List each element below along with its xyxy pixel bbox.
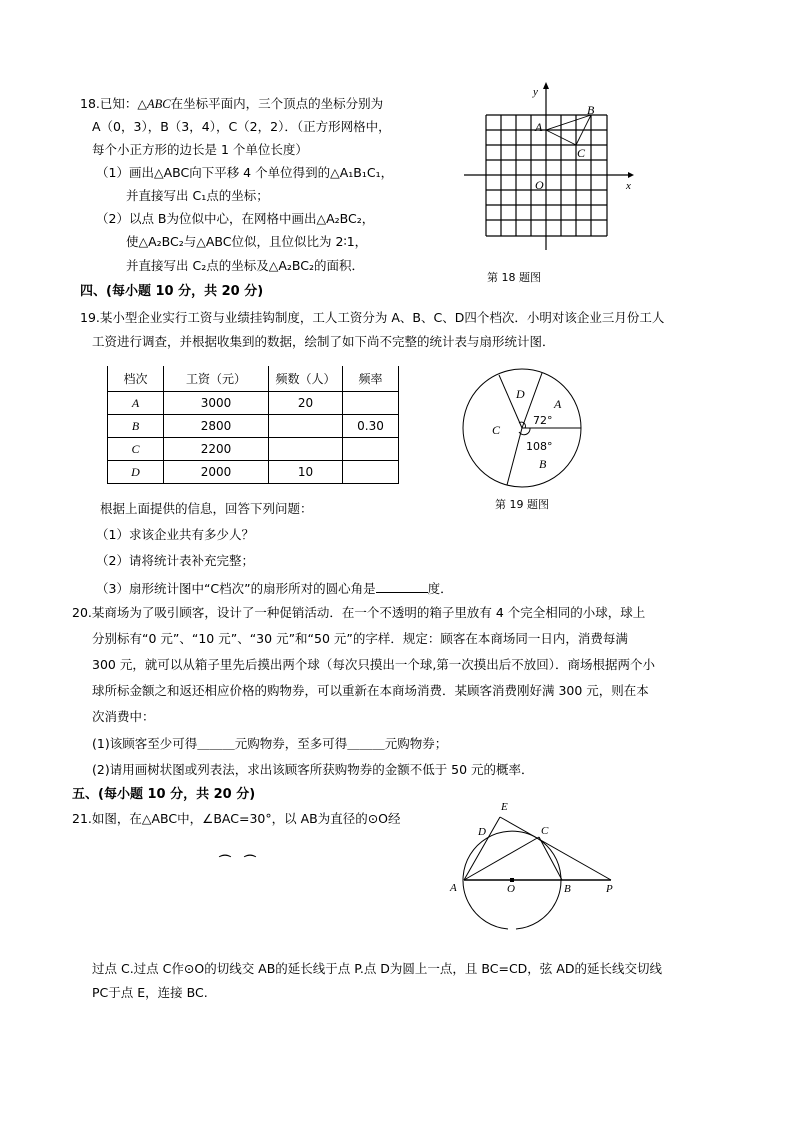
q18-y-axis-label: y — [533, 86, 538, 98]
section4-title: 四、(每小题 10 分，共 20 分) — [80, 284, 264, 299]
q18-sub1-b: 并直接写出 C₁点的坐标； — [126, 188, 269, 203]
q18-sub2-b: 使△A₂BC₂与△ABC位似，且位似比为 2∶1， — [126, 234, 368, 249]
q18-line1-post: 在坐标平面内，三个顶点的坐标分别为 — [170, 96, 384, 111]
pie-angle-a: 72° — [533, 414, 553, 427]
geo-label-p: P — [606, 883, 613, 895]
geo-label-d: D — [478, 826, 486, 838]
q19-figure-caption: 第 19 题图 — [495, 498, 549, 511]
q20-line2: 分别标有“0 元”、“10 元”、“30 元”和“50 元”的字样．规定：顾客在本商场同一日内，消费每满 — [92, 631, 628, 646]
arc-symbol-bc: ⌒ — [219, 854, 232, 868]
pie-label-a: A — [554, 397, 562, 411]
geo-label-a: A — [450, 882, 457, 894]
q21-line1: 21.如图，在△ABC中，∠BAC=30°，以 AB为直径的⊙O经 — [72, 811, 401, 826]
q19-line1: 19.某小型企业实行工资与业绩挂钩制度，工人工资分为 A、B、C、D四个档次．小明对该企业三月份工人 — [80, 310, 665, 325]
q18-number: 18. — [80, 96, 100, 111]
table-cell: 20 — [269, 392, 343, 415]
q21-line3: PC于点 E，连接 BC. — [92, 985, 208, 1000]
q20-line3: 300 元，就可以从箱子里先后摸出两个球（每次只摸出一个球,第一次摸出后不放回）．商场根据两个小 — [92, 657, 656, 672]
geo-label-o: O — [507, 883, 515, 895]
q19-line2: 工资进行调查，并根据收集到的数据，绘制了如下尚不完整的统计表与扇形统计图． — [92, 334, 555, 349]
q19-sub3-post: 度． — [427, 581, 453, 596]
table-cell: 10 — [269, 461, 343, 484]
q20-sub1: (1)该顾客至少可得＿＿＿元购物券，至多可得＿＿＿元购物券； — [92, 736, 448, 751]
pie-label-b: B — [539, 457, 547, 471]
section5-title: 五、(每小题 10 分，共 20 分) — [72, 787, 256, 802]
q18-origin-label: O — [535, 178, 544, 192]
pie-angle-b: 108° — [526, 440, 553, 453]
table-header-cell: 频数（人） — [269, 366, 343, 392]
table-cell: 0.30 — [343, 415, 399, 438]
q19-sub3-pre: （3）扇形统计图中“C档次”的扇形所对的圆心角是 — [96, 581, 376, 596]
q18-x-axis-label: x — [626, 180, 631, 192]
pie-label-c: C — [492, 423, 501, 437]
q18-figure-caption: 第 18 题图 — [487, 271, 541, 284]
table-header-cell: 工资（元） — [164, 366, 269, 392]
pie-label-d: D — [516, 387, 525, 401]
q18-point-c-label: C — [577, 146, 586, 160]
q18-line1-abc: ABC — [147, 97, 171, 111]
table-header-cell: 档次 — [108, 366, 164, 392]
geo-label-c: C — [541, 825, 549, 837]
q21-line2: 过点 C.过点 C作⊙O的切线交 AB的延长线于点 P.点 D为圆上一点，且 BC=CD，弦 AD的延长线交切线 — [92, 961, 662, 976]
q20-sub2: (2)请用画树状图或列表法，求出该顾客所获购物券的金额不低于 50 元的概率． — [92, 762, 534, 777]
q18-line3: 每个小正方形的边长是 1 个单位长度） — [92, 142, 308, 157]
table-cell: C — [108, 438, 164, 461]
q19-sub1: （1）求该企业共有多少人？ — [96, 527, 254, 542]
q18-sub2-a: （2）以点 B为位似中心，在网格中画出△A₂BC₂， — [96, 211, 375, 226]
geo-label-e: E — [501, 801, 508, 813]
q18-point-b-label: B — [587, 103, 595, 117]
table-cell: 2800 — [164, 415, 269, 438]
table-cell: D — [108, 461, 164, 484]
q18-sub1-a: （1）画出△ABC向下平移 4 个单位得到的△A₁B₁C₁， — [96, 165, 394, 180]
q18-line1-pre: 已知：△ — [99, 96, 148, 111]
q20-line1: 20.某商场为了吸引顾客，设计了一种促销活动．在一个不透明的箱子里放有 4 个完全相同的小球，球上 — [72, 605, 646, 620]
q18-point-a-label: A — [535, 120, 543, 134]
table-cell: A — [108, 392, 164, 415]
q19-sub2: （2）请将统计表补充完整； — [96, 553, 254, 568]
q20-line4: 球所标金额之和返还相应价格的购物券，可以重新在本商场消费．某顾客消费刚好满 300 元，则在本 — [92, 683, 649, 698]
table-cell: 2200 — [164, 438, 269, 461]
q18-sub2-c: 并直接写出 C₂点的坐标及△A₂BC₂的面积． — [126, 258, 364, 273]
table-cell: 3000 — [164, 392, 269, 415]
q20-line5: 次消费中： — [92, 709, 155, 724]
geo-label-b: B — [564, 883, 571, 895]
table-cell: 2000 — [164, 461, 269, 484]
q18-line2: A（0，3），B（3，4），C（2，2）．（正方形网格中， — [92, 119, 391, 134]
table-cell: B — [108, 415, 164, 438]
q19-prompt: 根据上面提供的信息，回答下列问题： — [100, 501, 313, 516]
table-header-cell: 频率 — [343, 366, 399, 392]
center-point-o — [510, 878, 514, 882]
arc-symbol-cd: ⌒ — [244, 854, 257, 868]
